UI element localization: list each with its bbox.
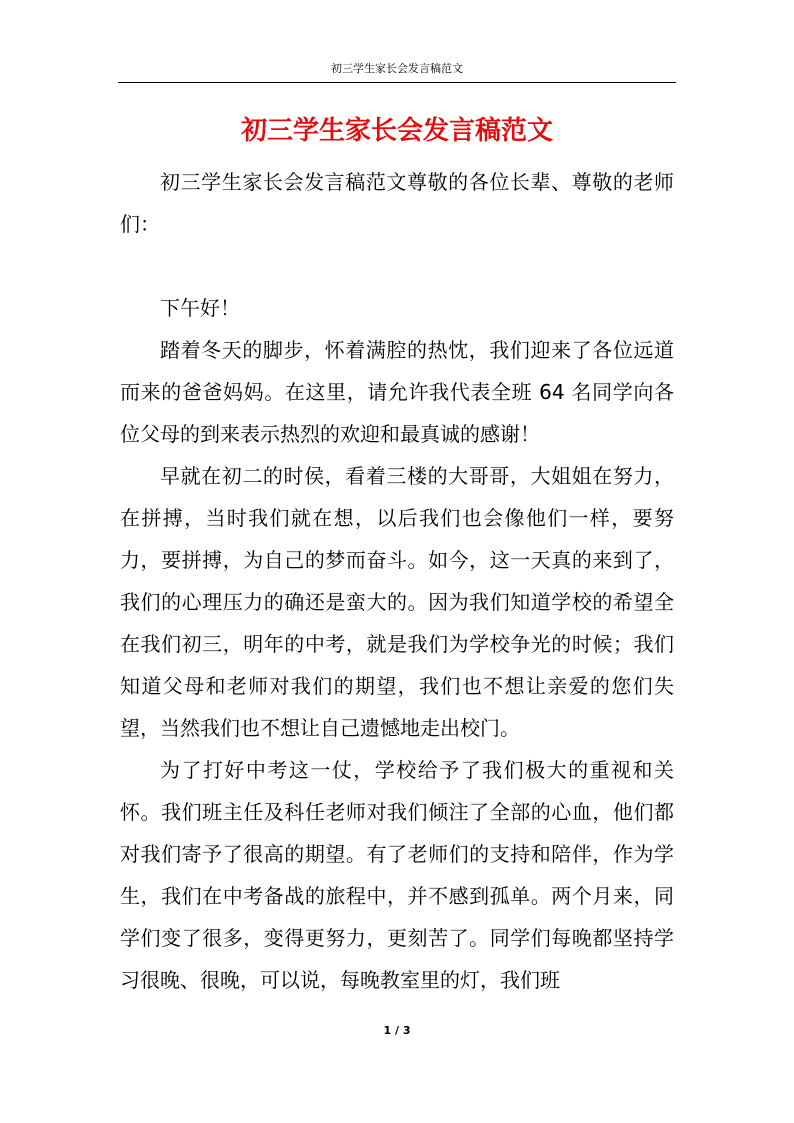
page-number: 1 / 3: [383, 1024, 411, 1037]
document-title: 初三学生家长会发言稿范文: [240, 116, 553, 146]
salutation-paragraph: 初三学生家长会发言稿范文尊敬的各位长辈、尊敬的老师们：: [120, 170, 674, 236]
header-divider: [118, 82, 676, 83]
body-paragraph-support: 为了打好中考这一仗，学校给予了我们极大的重视和关怀。我们班主任及科任老师对我们倾注了全部的心血，他们都对我们寄予了很高的期望。有了老师们的支持和陪伴，作为学生，我们在中考备战的旅程中，并不感到孤单。两个月来，同学们变了很多，变得更努力，更刻苦了。同学们每晚都坚持学习很晚、很晚，可以说，每晚教室里的灯，我们班: [120, 758, 674, 992]
greeting-paragraph: 下午好！: [160, 296, 240, 320]
body-paragraph-pressure: 早就在初二的时侯，看着三楼的大哥哥，大姐姐在努力，在拼搏，当时我们就在想，以后我们也会像他们一样，要努力，要拼搏，为自己的梦而奋斗。如今，这一天真的来到了，我们的心理压力的确还是蛮大的。因为我们知道学校的希望全在我们初三，明年的中考，就是我们为学校争光的时候；我们知道父母和老师对我们的期望，我们也不想让亲爱的您们失望，当然我们也不想让自己遗憾地走出校门。: [120, 464, 674, 740]
running-header: 初三学生家长会发言稿范文: [331, 62, 463, 75]
body-paragraph-welcome: 踏着冬天的脚步，怀着满腔的热忱，我们迎来了各位远道而来的爸爸妈妈。在这里，请允许我代表全班 64 名同学向各位父母的到来表示热烈的欢迎和最真诚的感谢！: [120, 338, 674, 446]
document-body: [120, 161, 674, 1001]
paragraph-spacer: [120, 245, 674, 287]
